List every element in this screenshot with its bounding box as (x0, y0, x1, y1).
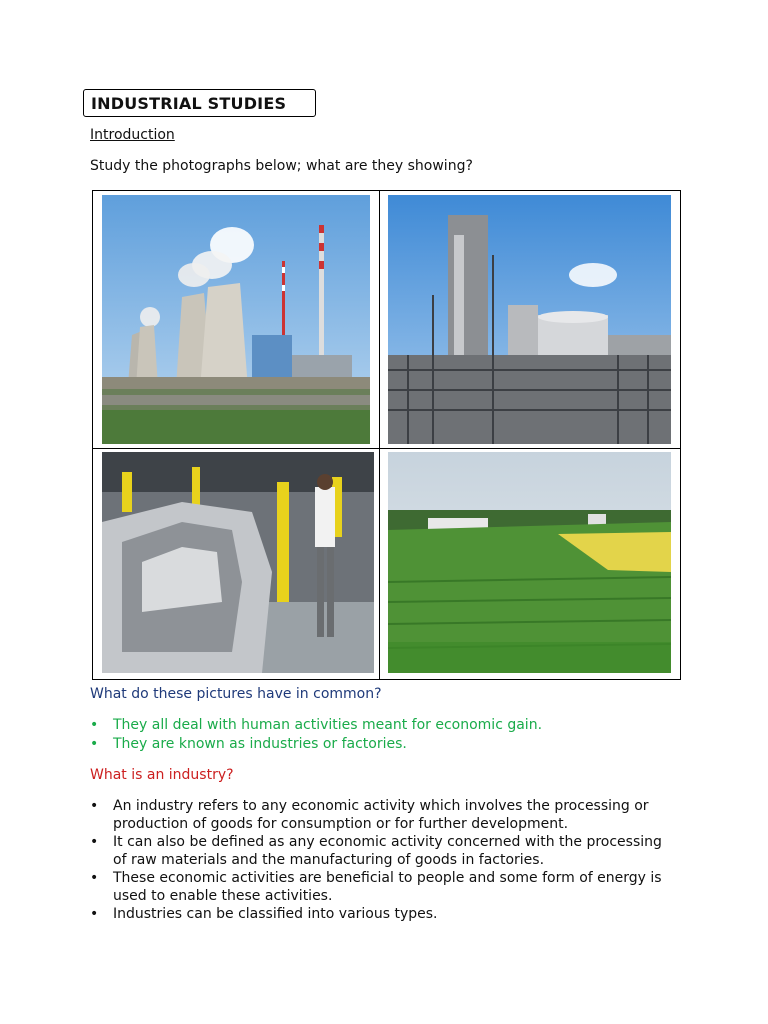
introduction-heading: Introduction (90, 127, 175, 143)
list-item: • It can also be defined as any economic activity concerned with the processing of raw materials and the manufacturing of goods in factories. (90, 834, 662, 868)
grid-divider-horizontal (93, 448, 680, 449)
bullet-icon: • (90, 870, 99, 886)
list-item: • They all deal with human activities meant for economic gain. (90, 717, 543, 733)
list-item: • These economic activities are beneficial to people and some form of energy is used to enable these activities. (90, 870, 662, 904)
page-title: INDUSTRIAL STUDIES (83, 89, 316, 117)
refinery-photo (388, 195, 671, 444)
list-item: • They are known as industries or factories. (90, 736, 407, 752)
power-plant-photo (102, 195, 370, 444)
grid-divider-vertical (379, 191, 380, 679)
photo-grid (92, 190, 681, 680)
bullet-icon: • (90, 736, 99, 752)
bullet-icon: • (90, 834, 99, 850)
industry-points-list (90, 797, 673, 923)
list-item: • Industries can be classified into various types. (90, 906, 438, 922)
bullet-icon: • (90, 717, 99, 733)
question-common: What do these pictures have in common? (90, 686, 382, 702)
question-industry: What is an industry? (90, 767, 234, 783)
car-assembly-photo (102, 452, 374, 673)
farmland-photo (388, 452, 671, 673)
study-prompt: Study the photographs below; what are they showing? (90, 158, 473, 174)
bullet-icon: • (90, 906, 99, 922)
common-points-list (90, 716, 673, 754)
list-item: • An industry refers to any economic activity which involves the processing or production of goods for consumption or for further development. (90, 798, 649, 832)
bullet-icon: • (90, 798, 99, 814)
